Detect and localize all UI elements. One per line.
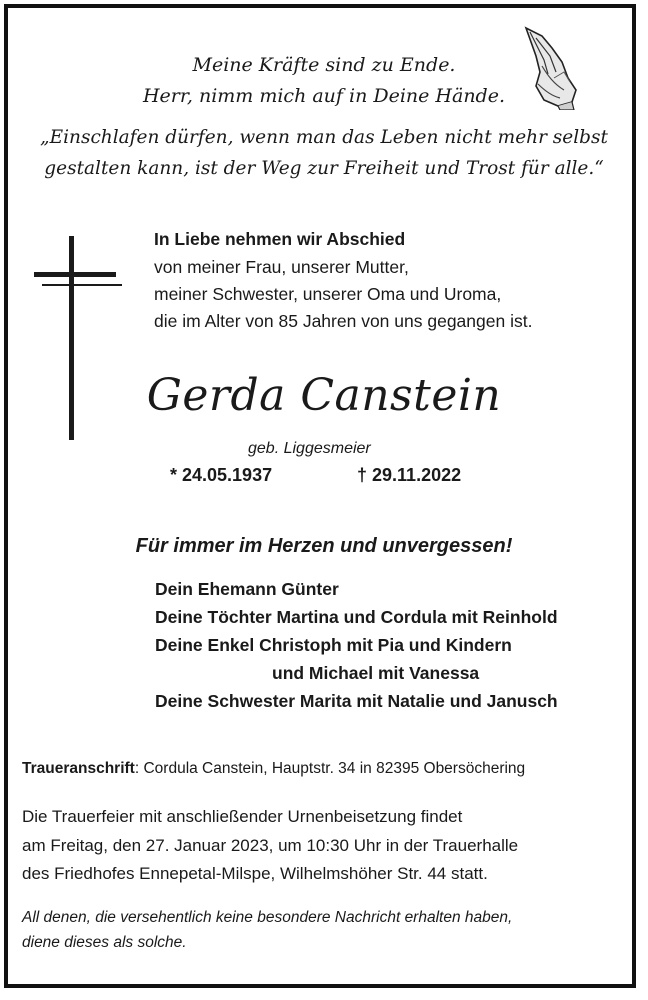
motto: Für immer im Herzen und unvergessen! (135, 535, 513, 557)
mourning-address (22, 760, 525, 778)
family-line-2: Deine Töchter Martina und Cordula mit Reinhold (155, 607, 558, 627)
address-text: : Cordula Canstein, Hauptstr. 34 in 82395 Obersöchering (134, 760, 526, 777)
quote-line-1: „Einschlafen dürfen, wenn man das Leben nicht mehr selbst (40, 127, 608, 148)
verse-line-1: Meine Kräfte sind zu Ende. (192, 54, 456, 76)
ceremony-line-3: des Friedhofes Ennepetal-Milspe, Wilhelmshöher Str. 44 statt. (22, 864, 488, 883)
notice-line-2: diene dieses als solche. (22, 934, 187, 951)
abschied-heading: In Liebe nehmen wir Abschied (154, 229, 406, 249)
family-line-1: Dein Ehemann Günter (155, 579, 339, 599)
notice-line-1: All denen, die versehentlich keine besondere Nachricht erhalten haben, (22, 909, 513, 926)
ceremony-line-2: am Freitag, den 27. Januar 2023, um 10:30 Uhr in der Trauerhalle (22, 836, 519, 855)
family-line-5: Deine Schwester Marita mit Natalie und Janusch (155, 691, 558, 711)
address-label: Traueranschrift (22, 760, 135, 777)
abschied-line-4: die im Alter von 85 Jahren von uns gegangen ist. (154, 311, 533, 331)
family-line-4: und Michael mit Vanessa (272, 663, 480, 683)
quote-line-2: gestalten kann, ist der Weg zur Freiheit und Trost für alle.“ (44, 158, 604, 179)
ceremony-line-1: Die Trauerfeier mit anschließender Urnenbeisetzung findet (22, 807, 463, 826)
verse-line-2: Herr, nimm mich auf in Deine Hände. (142, 85, 505, 107)
birth-date: * 24.05.1937 (170, 465, 273, 485)
death-date: † 29.11.2022 (357, 465, 462, 485)
birth-name: geb. Liggesmeier (248, 440, 371, 457)
praying-hands-icon (514, 26, 584, 110)
abschied-line-2: von meiner Frau, unserer Mutter, (154, 257, 409, 277)
family-line-3: Deine Enkel Christoph mit Pia und Kindern (155, 635, 512, 655)
abschied-line-3: meiner Schwester, unserer Oma und Uroma, (154, 284, 502, 304)
deceased-name: Gerda Canstein (146, 370, 502, 421)
